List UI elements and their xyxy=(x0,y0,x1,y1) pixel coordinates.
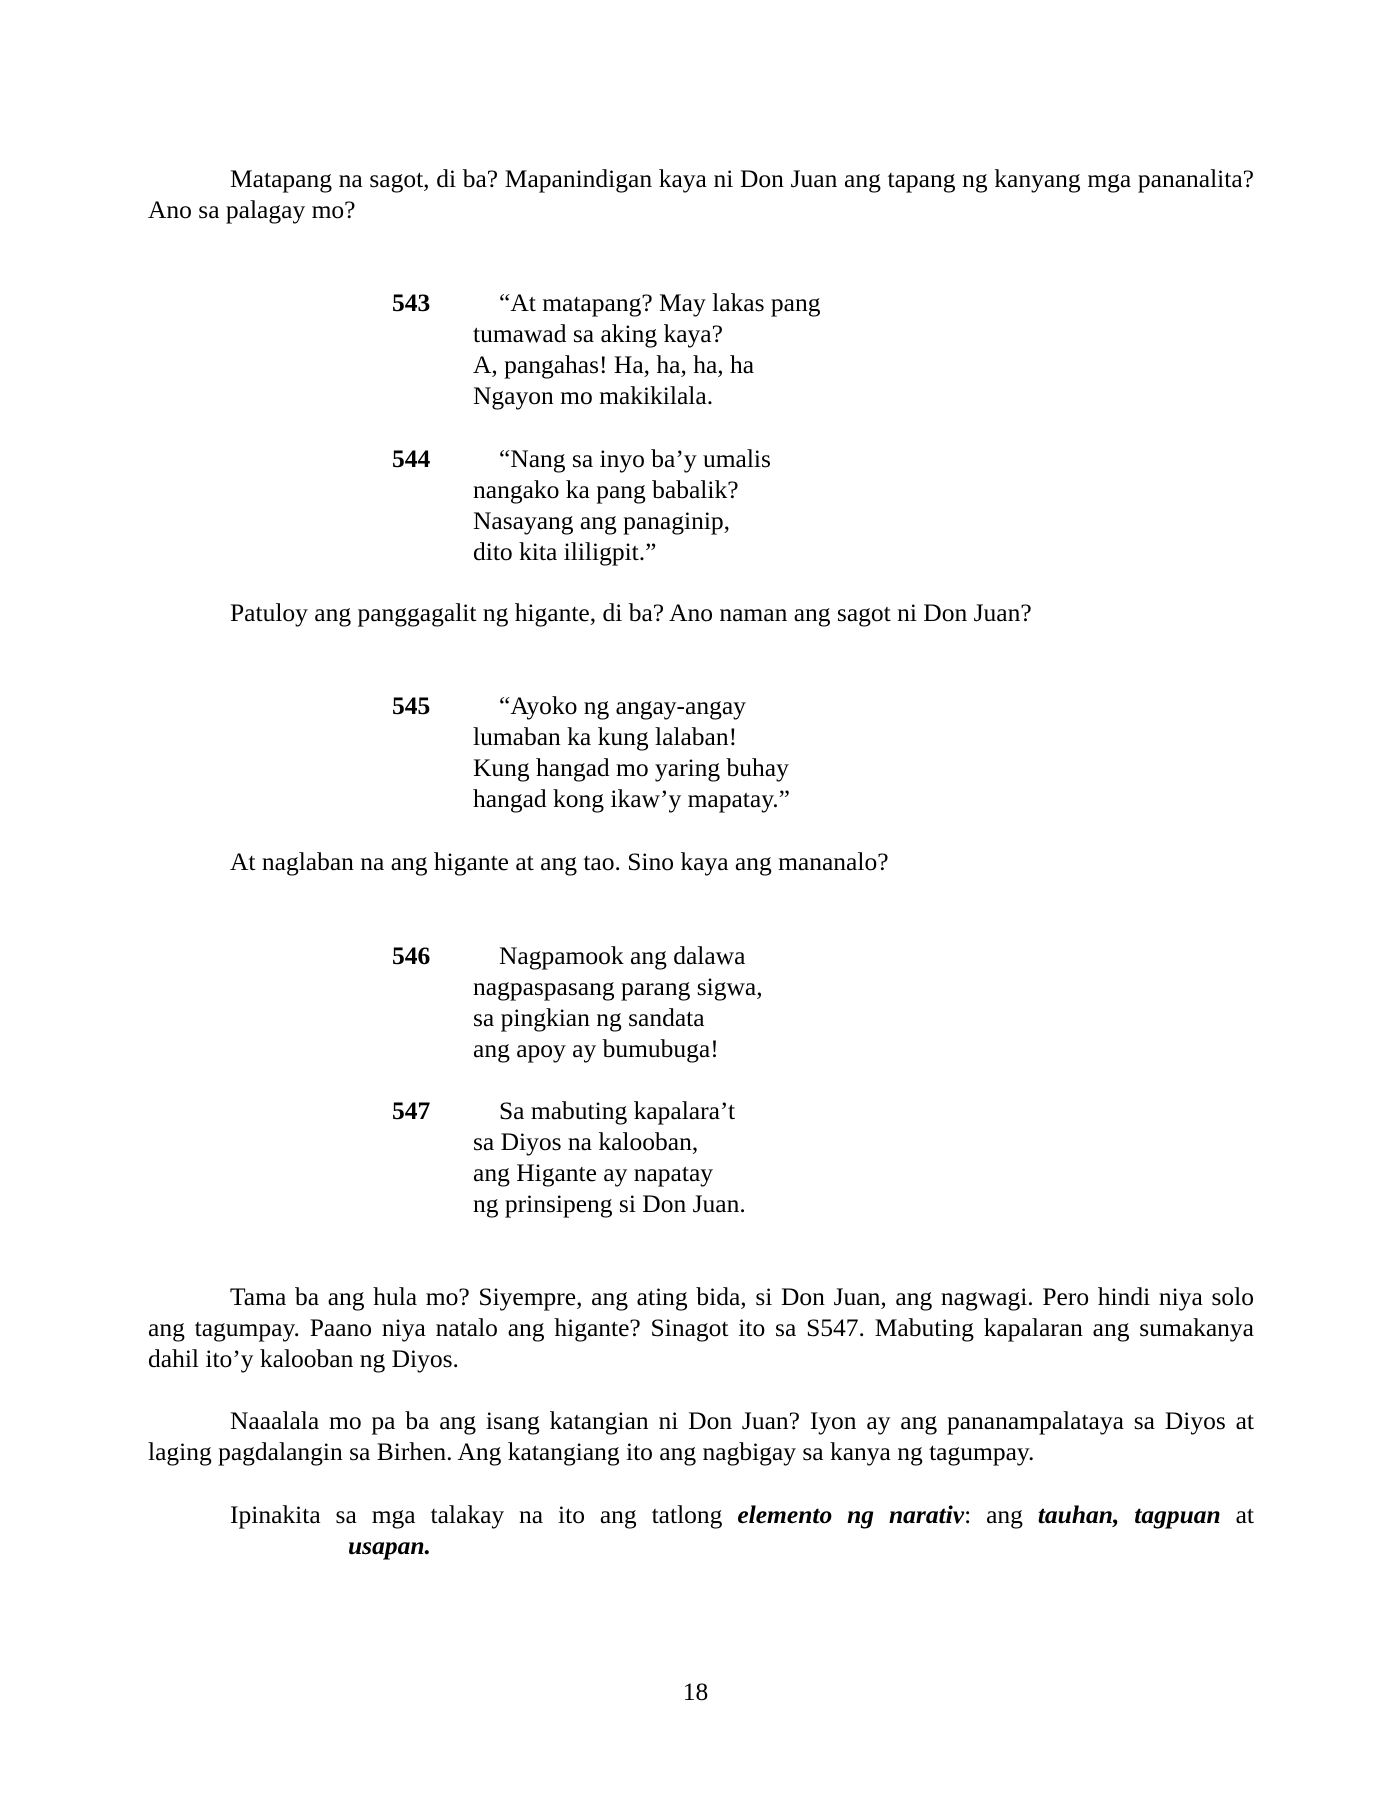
verse-line: ng prinsipeng si Don Juan. xyxy=(473,1189,746,1218)
verse-line: lumaban ka kung lalaban! xyxy=(473,722,738,751)
paragraph-naglaban xyxy=(148,846,1254,877)
paragraph-text: Naaalala mo pa ba ang isang katangian ni Don Juan? Iyon ay ang pananampalataya sa Diyos at laging pagdalangin sa Birhen. Ang katangiang ito ang nagbigay sa kanya ng tagumpay. xyxy=(148,1406,1254,1466)
verse-line: nagpaspasang parang sigwa, xyxy=(473,972,763,1001)
verse-line: “Ayoko ng angay-angay xyxy=(499,691,746,720)
paragraph-text: At naglaban na ang higante at ang tao. Sino kaya ang mananalo? xyxy=(230,847,889,876)
verse-line: Nasayang ang panaginip, xyxy=(473,506,731,535)
paragraph-panggagalit xyxy=(148,597,1254,628)
verse-line: tumawad sa aking kaya? xyxy=(473,319,723,348)
verse-line: Kung hangad mo yaring buhay xyxy=(473,753,789,782)
verse-line: “Nang sa inyo ba’y umalis xyxy=(499,444,771,473)
stanza-number: 547 xyxy=(392,1096,431,1125)
emphasis-term: tauhan, tagpuan xyxy=(1037,1500,1221,1529)
stanza-number: 545 xyxy=(392,691,431,720)
verse-line: Nagpamook ang dalawa xyxy=(499,941,746,970)
verse-line: ang apoy ay bumubuga! xyxy=(473,1034,719,1063)
verse-line: sa pingkian ng sandata xyxy=(473,1003,705,1032)
page-number: 18 xyxy=(682,1677,709,1706)
paragraph-elemento xyxy=(148,1499,1254,1561)
emphasis-term: usapan. xyxy=(348,1531,431,1560)
verse-line: nangako ka pang babalik? xyxy=(473,475,739,504)
emphasis-term: elemento ng narativ xyxy=(737,1500,965,1529)
paragraph-intro xyxy=(148,163,1254,225)
verse-line: hangad kong ikaw’y mapatay.” xyxy=(473,784,790,813)
verse-line: Sa mabuting kapalara’t xyxy=(499,1096,736,1125)
verse-line: dito kita ililigpit.” xyxy=(473,537,657,566)
paragraph-text: Tama ba ang hula mo? Siyempre, ang ating bida, si Don Juan, ang nagwagi. Pero hindi niya solo ang tagumpay. Paano niya natalo ang higante? Sinagot ito sa S547. Mabuting kapalaran ang sumakanya dahil ito’y kalooban ng Diyos. xyxy=(148,1282,1254,1373)
paragraph-hula xyxy=(148,1281,1254,1374)
paragraph-text: : ang xyxy=(964,1500,1038,1529)
paragraph-text: Ipinakita sa mga talakay na ito ang tatlong xyxy=(230,1500,738,1529)
paragraph-katangian xyxy=(148,1405,1254,1467)
verse-line: “At matapang? May lakas pang xyxy=(499,288,821,317)
paragraph-text: Patuloy ang panggagalit ng higante, di ba? Ano naman ang sagot ni Don Juan? xyxy=(230,598,1032,627)
stanza-number: 544 xyxy=(392,444,431,473)
verse-line: ang Higante ay napatay xyxy=(473,1158,714,1187)
verse-line: A, pangahas! Ha, ha, ha, ha xyxy=(473,350,755,379)
paragraph-text: Matapang na sagot, di ba? Mapanindigan kaya ni Don Juan ang tapang ng kanyang mga pananalita? Ano sa palagay mo? xyxy=(148,164,1254,224)
paragraph-text: at xyxy=(1220,1500,1255,1529)
stanza-number: 546 xyxy=(392,941,431,970)
stanza-number: 543 xyxy=(392,288,431,317)
verse-line: Ngayon mo makikilala. xyxy=(473,381,714,410)
verse-line: sa Diyos na kalooban, xyxy=(473,1127,699,1156)
